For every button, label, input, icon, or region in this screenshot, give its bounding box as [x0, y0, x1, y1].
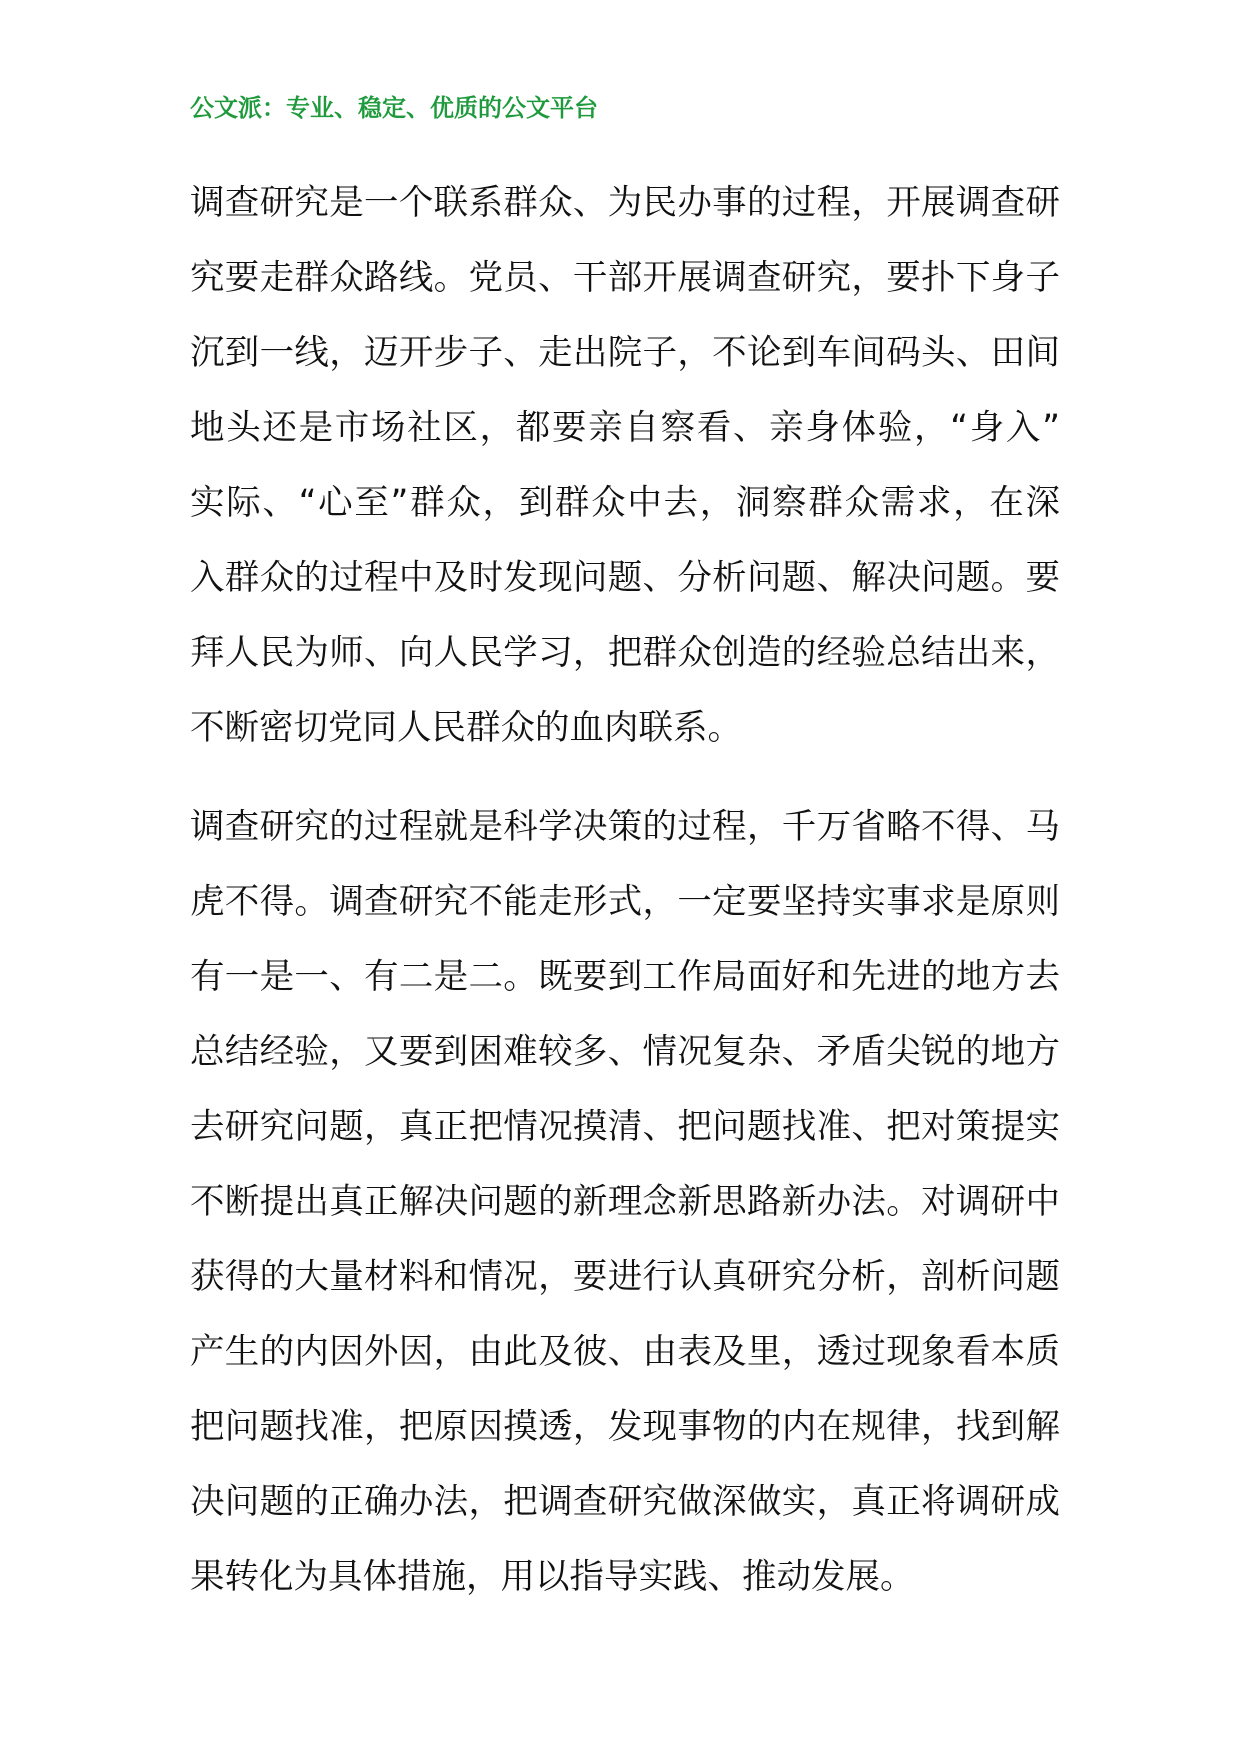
document-body: [190, 166, 1060, 1639]
text-line: 究要走群众路线。党员、干部开展调查研究，要扑下身子: [190, 258, 1060, 298]
text-line: 产生的内因外因，由此及彼、由表及里，透过现象看本质: [190, 1332, 1060, 1372]
text-line: 实际、“心至”群众，到群众中去，洞察群众需求，在深: [190, 483, 1060, 523]
text-line: 不断提出真正解决问题的新理念新思路新办法。对调研中: [190, 1182, 1060, 1222]
text-line: 获得的大量材料和情况，要进行认真研究分析，剖析问题: [190, 1257, 1060, 1297]
text-line: 沉到一线，迈开步子、走出院子，不论到车间码头、田间: [190, 333, 1060, 373]
paragraph-1: [190, 166, 1060, 766]
header-banner: 公文派：专业、稳定、优质的公文平台: [190, 94, 598, 122]
text-line: 调查研究的过程就是科学决策的过程，千万省略不得、马: [190, 807, 1060, 847]
text-line: 去研究问题，真正把情况摸清、把问题找准、把对策提实: [190, 1107, 1060, 1147]
text-line: 拜人民为师、向人民学习，把群众创造的经验总结出来，: [190, 633, 1060, 673]
text-line: 入群众的过程中及时发现问题、分析问题、解决问题。要: [190, 558, 1060, 598]
paragraph-2: [190, 790, 1060, 1615]
text-line: 有一是一、有二是二。既要到工作局面好和先进的地方去: [190, 957, 1060, 997]
text-line: 调查研究是一个联系群众、为民办事的过程，开展调查研: [190, 183, 1060, 223]
text-line: 不断密切党同人民群众的血肉联系。: [190, 708, 742, 748]
text-line: 地头还是市场社区，都要亲自察看、亲身体验，“身入”: [190, 408, 1060, 448]
text-line: 虎不得。调查研究不能走形式，一定要坚持实事求是原则: [190, 882, 1060, 922]
text-line: 果转化为具体措施，用以指导实践、推动发展。: [190, 1557, 915, 1597]
text-line: 把问题找准，把原因摸透，发现事物的内在规律，找到解: [190, 1407, 1060, 1447]
text-line: 总结经验，又要到困难较多、情况复杂、矛盾尖锐的地方: [190, 1032, 1060, 1072]
text-line: 决问题的正确办法，把调查研究做深做实，真正将调研成: [190, 1482, 1060, 1522]
